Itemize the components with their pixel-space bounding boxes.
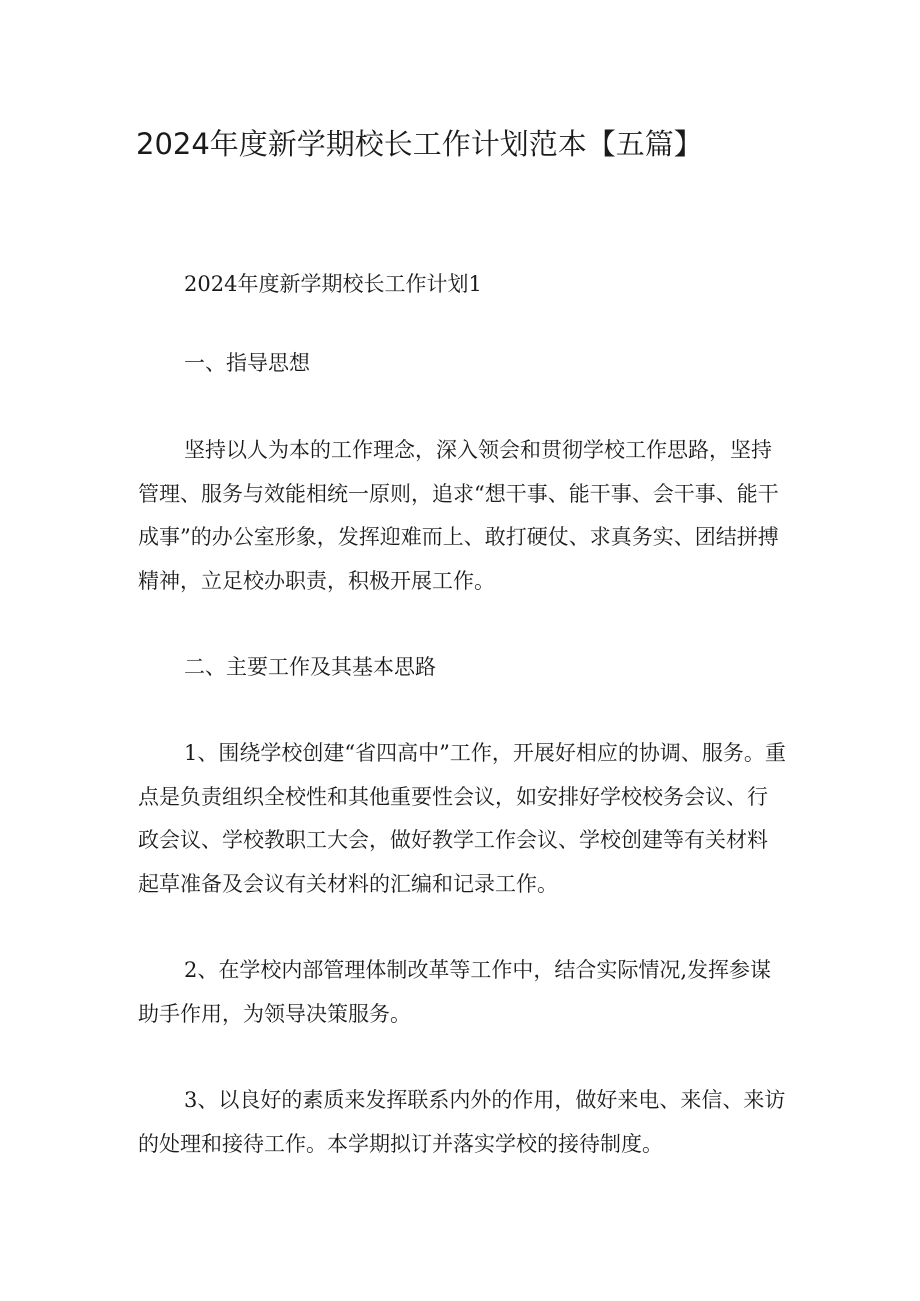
item-1-paragraph: 1、围绕学校创建“省四高中”工作，开展好相应的协调、服务。重点是负责组织全校性和其他重要性会议，如安排好学校校务会议、行政会议、学校教职工大会，做好教学工作会议、学校创建等有关材料起草准备及会议有关材料的汇编和记录工作。 — [138, 741, 786, 896]
part1-paragraph: 坚持以人为本的工作理念，深入领会和贯彻学校工作思路，坚持管理、服务与效能相统一原则，追求“想干事、能干事、会干事、能干成事”的办公室形象，发挥迎难而上、敢打硬仗、求真务实、团结拼搏精神，立足校办职责，积极开展工作。 — [138, 438, 779, 593]
part1-heading: 一、指导思想 — [184, 351, 310, 375]
part2-heading: 二、主要工作及其基本思路 — [184, 655, 436, 679]
item-2-paragraph: 2、在学校内部管理体制改革等工作中，结合实际情况,发挥参谋助手作用，为领导决策服务。 — [138, 958, 772, 1026]
section-heading: 2024年度新学期校长工作计划1 — [184, 272, 482, 296]
document-title: 2024年度新学期校长工作计划范本【五篇】 — [136, 127, 703, 161]
item-3-paragraph: 3、以良好的素质来发挥联系内外的作用，做好来电、来信、来访的处理和接待工作。本学期拟订并落实学校的接待制度。 — [138, 1088, 786, 1156]
